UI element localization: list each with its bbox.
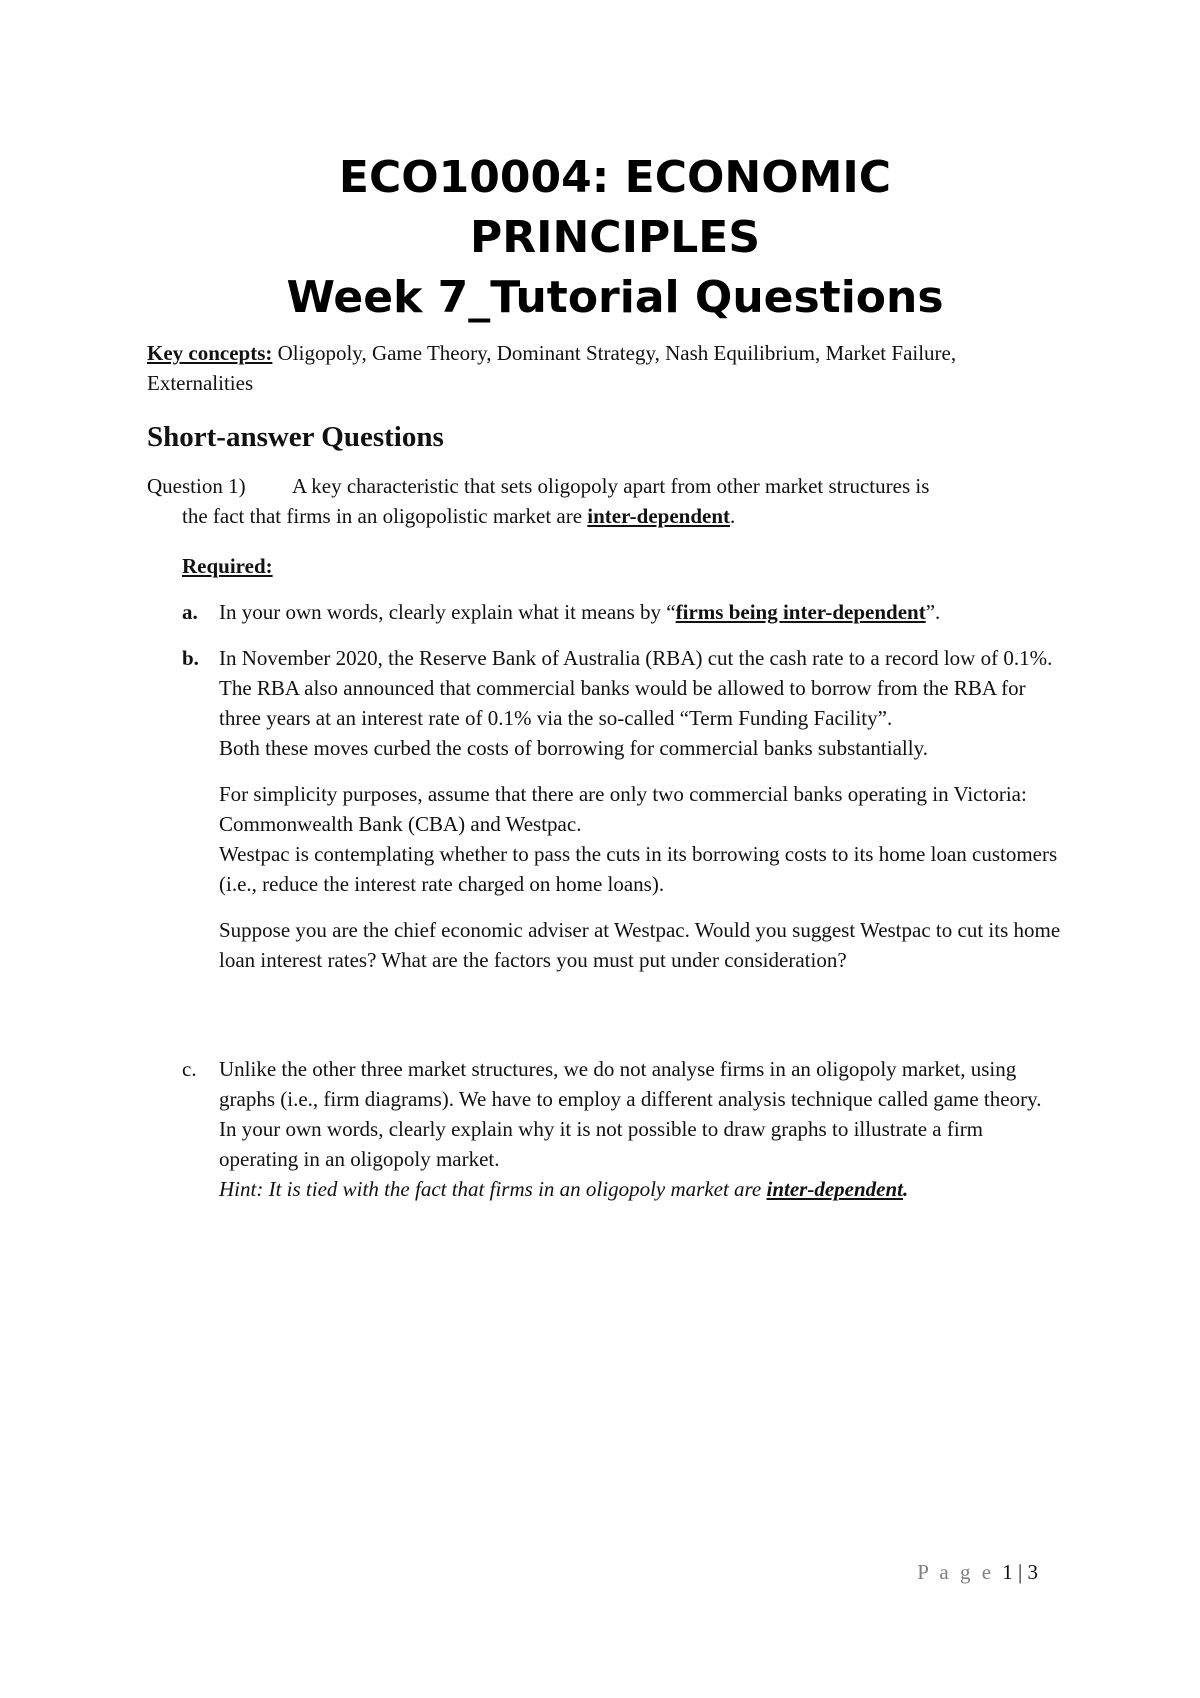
item-b-paragraph-3: Suppose you are the chief economic adviser at Westpac. Would you suggest Westpac to cut its home loan interest rates? What are the factors you must put under consideration? [219, 918, 1061, 972]
question-1-text: A key characteristic that sets oligopoly apart from other market structures is [292, 474, 930, 498]
key-concepts-label: Key concepts: [147, 341, 273, 365]
item-b-marker: b. [182, 646, 199, 670]
title-line-3: Week 7_Tutorial Questions [286, 272, 944, 323]
footer-total-pages: 3 [1027, 1560, 1038, 1584]
item-c-hint-text: Hint: It is tied with the fact that firms in an oligopoly market are [219, 1177, 767, 1201]
item-b-paragraph-1: In November 2020, the Reserve Bank of Australia (RBA) cut the cash rate to a record low of 0.1%. The RBA also announced that commercial banks would be allowed to borrow from the RBA for three years at an interest rate of 0.1% via the so-called “Term Funding Facility”. [219, 646, 1053, 730]
item-a-emphasis: firms being inter-dependent [675, 600, 926, 624]
key-concepts [147, 338, 1027, 398]
item-b-paragraph-2b: Westpac is contemplating whether to pass the cuts in its borrowing costs to its home loan customers (i.e., reduce the interest rate charged on home loans). [219, 842, 1058, 896]
item-a-text-after: ”. [925, 600, 941, 624]
item-c-marker: c. [182, 1057, 197, 1081]
title-line-1: ECO10004: ECONOMIC [338, 152, 892, 203]
document-title [0, 148, 1200, 328]
key-concepts-text: Oligopoly, Game Theory, Dominant Strategy, Nash Equilibrium, Market Failure, Externalities [147, 341, 957, 395]
item-c-paragraph-1: Unlike the other three market structures, we do not analyse firms in an oligopoly market, using graphs (i.e., firm diagrams). We have to employ a different analysis technique called game theory. [219, 1057, 1042, 1111]
item-b-paragraph-2: For simplicity purposes, assume that there are only two commercial banks operating in Victoria: Commonwealth Bank (CBA) and Westpac. [219, 782, 1027, 836]
item-c [182, 1054, 1062, 1204]
question-1-text-after: . [730, 504, 736, 528]
question-1-text-line2: the fact that firms in an oligopolistic market are [182, 504, 588, 528]
footer-separator: | [1012, 1560, 1028, 1584]
footer-page-number: 1 [1002, 1560, 1013, 1584]
question-1-emphasis: inter-dependent [587, 504, 731, 528]
page-footer [917, 1560, 1038, 1585]
question-1-label: Question 1) [147, 474, 246, 498]
item-a-text: In your own words, clearly explain what it means by “ [219, 600, 676, 624]
item-c-hint-emphasis: inter-dependent [766, 1177, 904, 1201]
section-heading: Short-answer Questions [147, 421, 444, 453]
question-1 [147, 471, 1067, 531]
required-label: Required: [182, 554, 273, 578]
item-c-hint-after: . [903, 1177, 909, 1201]
item-c-paragraph-1b: In your own words, clearly explain why it is not possible to draw graphs to illustrate a firm operating in an oligopoly market. [219, 1117, 984, 1171]
item-a-marker: a. [182, 600, 198, 624]
item-b-paragraph-1b: Both these moves curbed the costs of borrowing for commercial banks substantially. [219, 736, 928, 760]
title-line-2: PRINCIPLES [469, 212, 761, 263]
item-b [182, 643, 1062, 975]
item-c-hint [219, 1177, 908, 1201]
footer-page-word: P a g e [917, 1560, 995, 1584]
item-a [182, 597, 1062, 627]
